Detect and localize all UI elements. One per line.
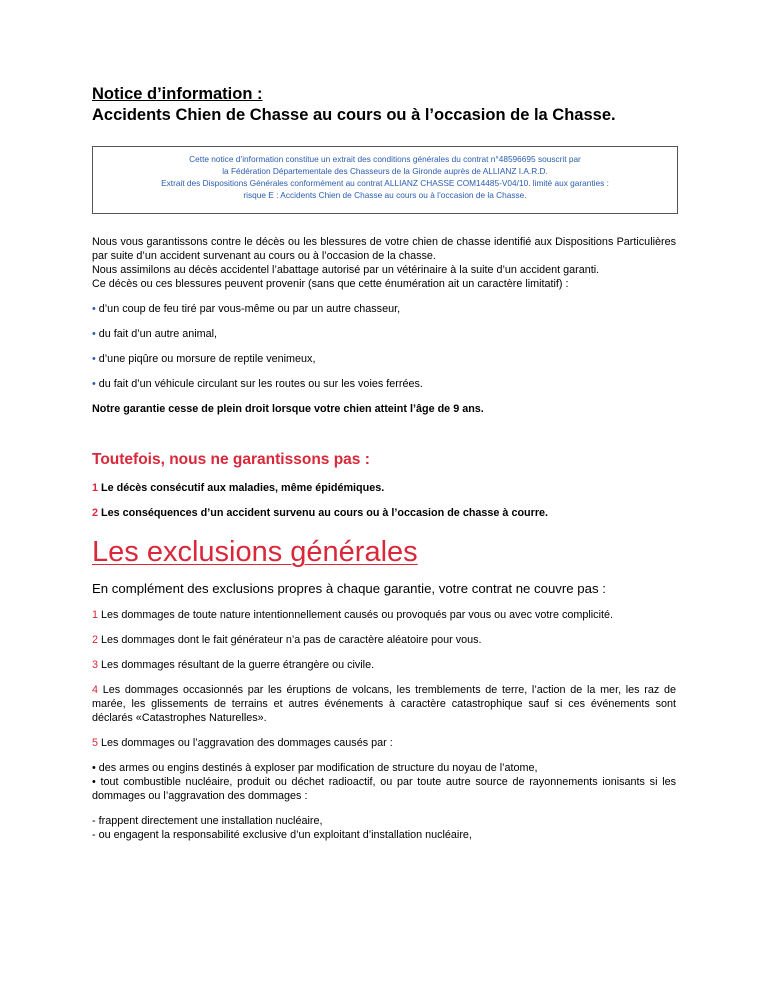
sub-dash: - ou engagent la responsabilité exclusive d’un exploitant d’installation nucléaire, — [92, 829, 472, 841]
bullet-icon: • — [92, 303, 96, 315]
age-limit-note: Notre garantie cesse de plein droit lorsque votre chien atteint l’âge de 9 ans. — [92, 403, 484, 415]
list-item: 1 Le décès consécutif aux maladies, même épidémiques. — [92, 482, 385, 494]
intro-paragraph-2: Nous assimilons au décès accidentel l’abattage autorisé par un vétérinaire à la suite d’un accident garanti. — [92, 264, 600, 276]
intro-section — [92, 235, 676, 291]
bullet-icon: • — [92, 353, 96, 365]
notice-box — [92, 146, 678, 214]
list-item: • d’une piqûre ou morsure de reptile venimeux, — [92, 353, 316, 365]
causes-list — [92, 302, 676, 391]
notice-line: risque E : Accidents Chien de Chasse au cours ou à l’occasion de la Chasse. — [243, 190, 527, 200]
intro-paragraph-1: Nous vous garantissons contre le décès ou les blessures de votre chien de chasse identifié aux Dispositions Particulières par suite d’un accident survenant au cours ou à l’occasion de la chasse. — [92, 236, 676, 262]
sub-dash: - frappent directement une installation nucléaire, — [92, 815, 323, 827]
list-item: 5 Les dommages ou l’aggravation des dommages causés par : — [92, 737, 393, 749]
list-item: 4 Les dommages occasionnés par les éruptions de volcans, les tremblements de terre, l’action de la mer, les raz de marée, les glissements de terrains et autres événements à caractère catastrophique sauf si ces événements sont déclarés «Catastrophes Naturelles». — [92, 684, 676, 724]
exclusions-lead: En complément des exclusions propres à chaque garantie, votre contrat ne couvre pas : — [92, 581, 606, 596]
notice-line: la Fédération Départementale des Chasseurs de la Gironde auprès de ALLIANZ I.A.R.D. — [222, 166, 548, 176]
list-item: 2 Les conséquences d’un accident survenu au cours ou à l’occasion de chasse à courre. — [92, 507, 549, 519]
nuclear-dashes — [92, 814, 676, 842]
list-item: 3 Les dommages résultant de la guerre étrangère ou civile. — [92, 659, 375, 671]
bullet-icon: • — [92, 328, 96, 340]
not-covered-list — [92, 481, 676, 520]
title-line-1: Notice d’information : — [92, 85, 263, 103]
list-item: • du fait d’un véhicule circulant sur les routes ou sur les voies ferrées. — [92, 378, 423, 390]
list-item: 2 Les dommages dont le fait générateur n’a pas de caractère aléatoire pour vous. — [92, 634, 482, 646]
document-title — [92, 84, 676, 126]
sub-bullet: • tout combustible nucléaire, produit ou déchet radioactif, ou par toute autre source de rayonnements ionisants si les dommages ou l’aggravation des dommages : — [92, 776, 676, 802]
notice-line: Extrait des Dispositions Générales conformément au contrat ALLIANZ CHASSE COM14485-V04/10. limité aux garanties : — [161, 178, 609, 188]
sub-bullet: • des armes ou engins destinés à exploser par modification de structure du noyau de l’atome, — [92, 762, 538, 774]
list-item: 1 Les dommages de toute nature intentionnellement causés ou provoqués par vous ou avec votre complicité. — [92, 609, 613, 621]
exclusions-heading: Les exclusions générales — [92, 536, 418, 568]
list-item: • d’un coup de feu tiré par vous-même ou par un autre chasseur, — [92, 303, 401, 315]
exclusions-list — [92, 608, 676, 750]
title-line-2: Accidents Chien de Chasse au cours ou à l’occasion de la Chasse. — [92, 106, 616, 124]
not-covered-heading: Toutefois, nous ne garantissons pas : — [92, 451, 370, 468]
notice-line: Cette notice d’information constitue un extrait des conditions générales du contrat n°48596695 souscrit par — [189, 154, 581, 164]
document-page — [92, 84, 676, 842]
list-item: • du fait d’un autre animal, — [92, 328, 218, 340]
nuclear-bullets — [92, 761, 676, 803]
intro-paragraph-3: Ce décès ou ces blessures peuvent provenir (sans que cette énumération ait un caractère limitatif) : — [92, 278, 569, 290]
bullet-icon: • — [92, 378, 96, 390]
